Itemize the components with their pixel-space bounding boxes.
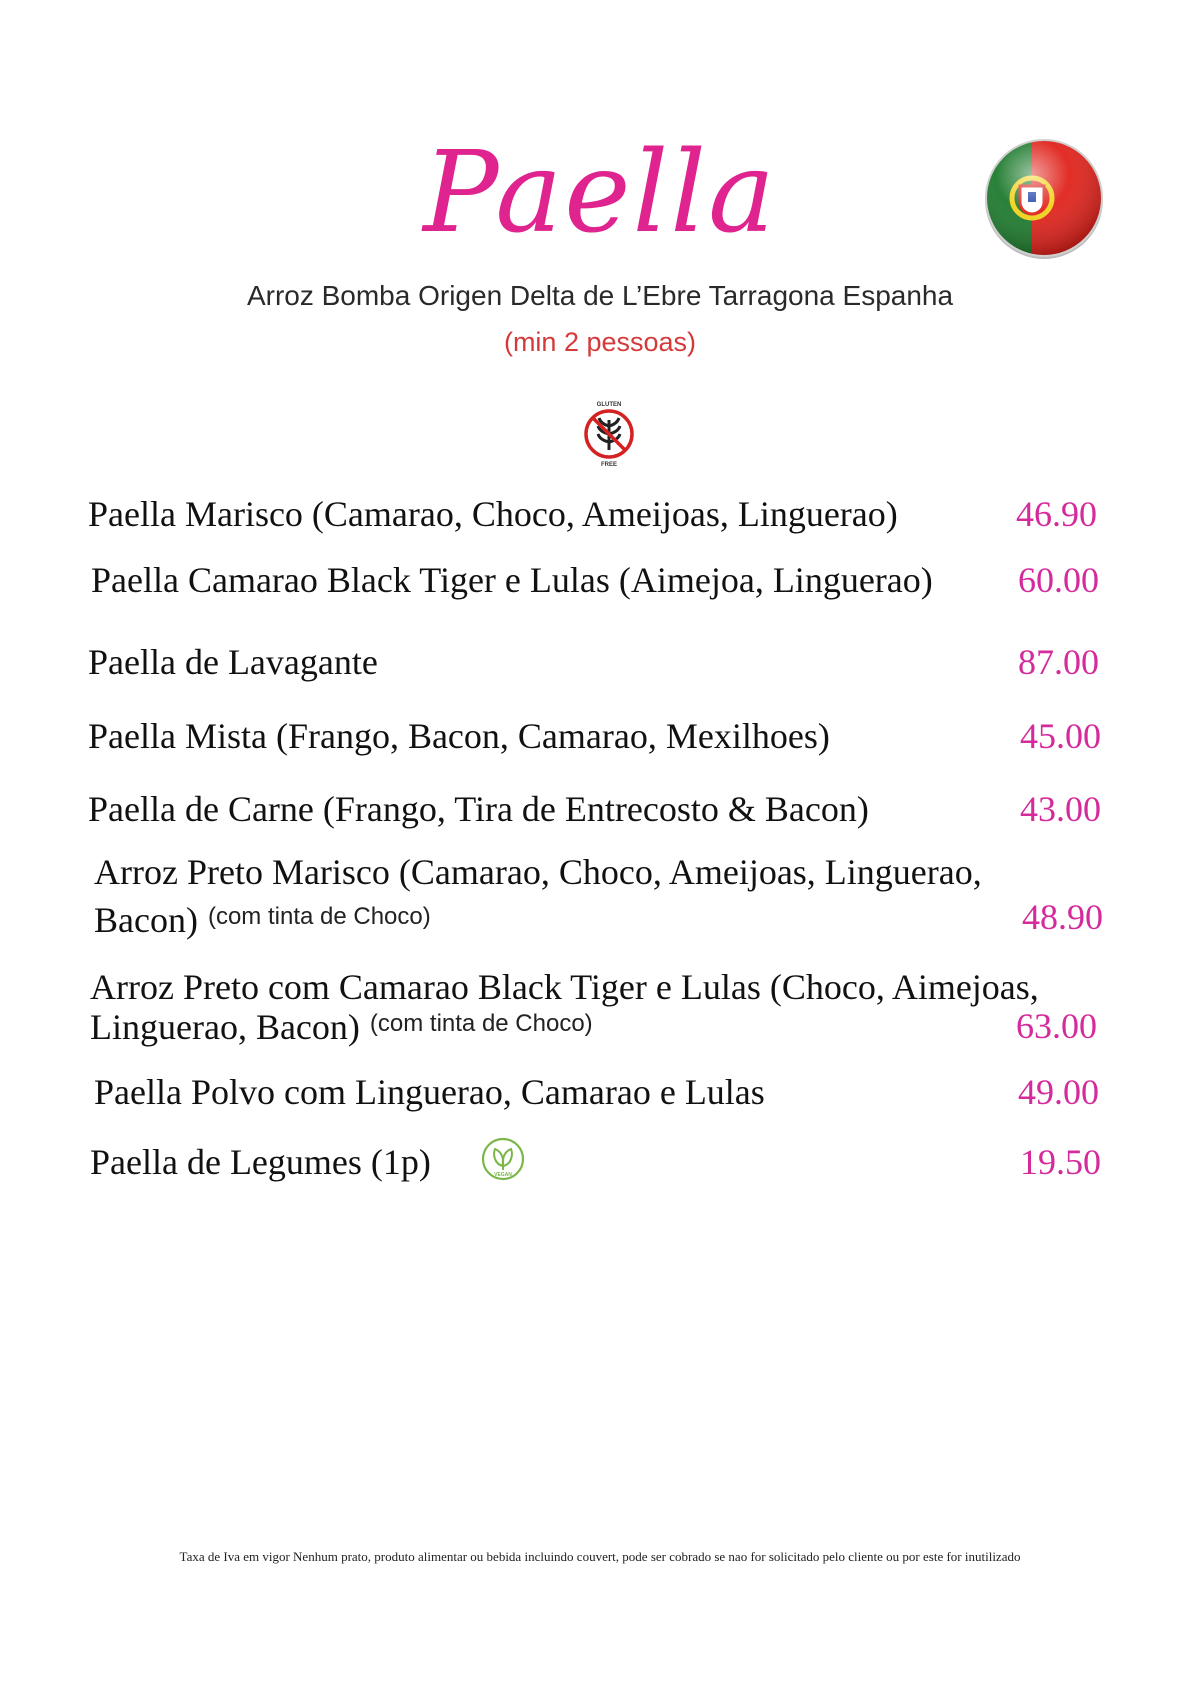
menu-item-price: 46.90 [1016,494,1097,534]
menu-item-name-line2-text: Linguerao, Bacon) [90,1007,360,1047]
vegan-icon-text: VEGAN [494,1172,512,1178]
menu-item-price: 87.00 [1018,642,1099,682]
menu-item-name-line1: Arroz Preto com Camarao Black Tiger e Lulas (Choco, Aimejoas, [90,967,1039,1007]
menu-item-name: Paella Mista (Frango, Bacon, Camarao, Mexilhoes) [88,716,830,756]
menu-item-name-line2-text: Bacon) [94,900,198,940]
menu-item-price: 49.00 [1018,1072,1099,1112]
vegan-icon [480,1136,526,1182]
menu-item-name: Paella de Lavagante [88,642,378,682]
menu-item-price: 60.00 [1018,560,1099,600]
gluten-free-icon [578,398,640,468]
gluten-icon-top-text: GLUTEN [596,402,622,408]
menu-item-price: 19.50 [1020,1142,1101,1182]
menu-item-name-line2 [94,895,431,942]
page-title: Paella [423,128,777,258]
menu-item-note: (com tinta de Choco) [207,903,431,930]
gluten-icon-bottom-text: FREE [600,462,618,468]
menu-item-name-line1: Arroz Preto Marisco (Camarao, Choco, Ameijoas, Linguerao, [94,852,982,892]
menu-item-name: Paella Polvo com Linguerao, Camarao e Lulas [94,1072,765,1112]
menu-item-name: Paella Camarao Black Tiger e Lulas (Aimejoa, Linguerao) [91,560,933,600]
menu-item-price: 43.00 [1020,789,1101,829]
menu-item-name: Paella de Legumes (1p) [90,1142,431,1182]
page-subtitle: Arroz Bomba Origen Delta de L’Ebre Tarragona Espanha [246,280,954,311]
menu-item-note: (com tinta de Choco) [369,1010,593,1037]
footer-tax-note: Taxa de Iva em vigor Nenhum prato, produto alimentar ou bebida incluindo couvert, pode ser cobrado se nao for solicitado pelo cliente ou por este for inutilizado [179,1549,1021,1564]
menu-item-name: Paella Marisco (Camarao, Choco, Ameijoas, Linguerao) [88,494,898,534]
minimum-persons-note: (min 2 pessoas) [503,327,697,357]
menu-item-price: 45.00 [1020,716,1101,756]
menu-item-name-line2 [90,1002,593,1049]
menu-item-name: Paella de Carne (Frango, Tira de Entrecosto & Bacon) [88,789,869,829]
menu-item-price: 63.00 [1016,1006,1097,1046]
menu-item-price: 48.90 [1022,897,1103,937]
portugal-flag-icon [982,136,1106,260]
